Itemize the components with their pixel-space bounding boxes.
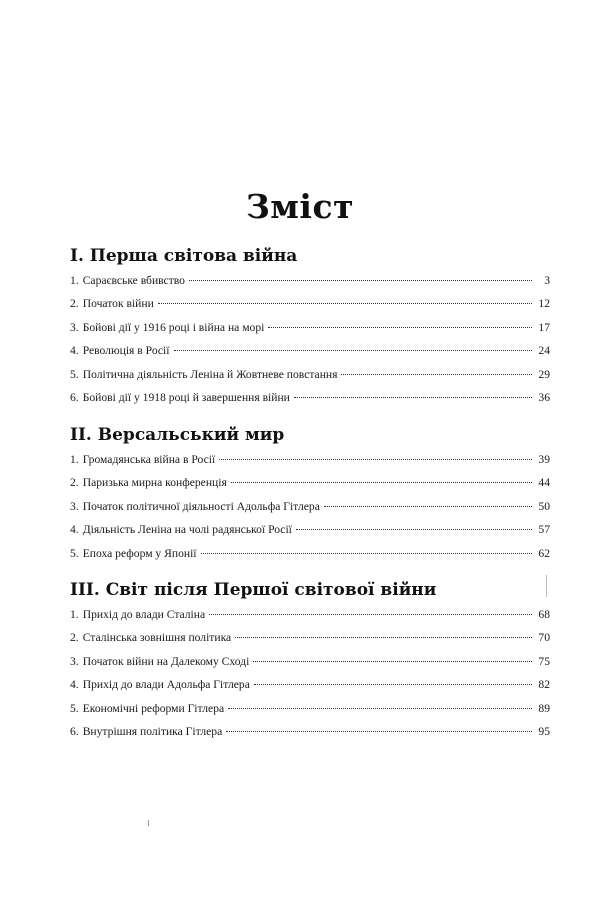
entry-number: 4. [70, 523, 79, 537]
entry-number: 3. [70, 654, 79, 668]
entry-page: 29 [538, 367, 550, 381]
entry-page: 12 [538, 297, 550, 311]
toc-entry[interactable] [70, 697, 550, 720]
toc-entry[interactable] [70, 292, 550, 315]
page-title: Зміст [245, 187, 355, 227]
entry-number: 5. [70, 367, 79, 381]
toc-section-2 [70, 422, 550, 565]
dot-leader [189, 280, 532, 281]
section-heading: I. Перша світова війна [70, 246, 298, 266]
dot-leader [254, 684, 532, 685]
entry-number: 3. [70, 320, 79, 334]
entry-number: 1. [70, 608, 79, 621]
entry-title: Початок війни на Далекому Сході [82, 654, 250, 668]
entry-page: 62 [538, 546, 550, 560]
dot-leader [324, 506, 532, 507]
entry-number: 2. [70, 476, 79, 490]
toc-entry[interactable] [70, 471, 550, 494]
entry-title: Прихід до влади Сталіна [82, 608, 206, 621]
entry-title: Сталінська зовнішня політика [82, 631, 232, 645]
toc-entry[interactable] [70, 339, 550, 362]
entry-page: 75 [538, 654, 550, 668]
toc-entry[interactable] [70, 650, 550, 673]
entry-number: 6. [70, 390, 79, 404]
dot-leader [226, 731, 532, 732]
section-heading: II. Версальський мир [70, 425, 285, 445]
dot-leader [201, 553, 532, 554]
entry-title: Бойові дії у 1918 році й завершення війни [82, 390, 290, 404]
entry-page: 17 [538, 320, 550, 334]
toc-entry[interactable] [70, 269, 550, 292]
toc-entry[interactable] [70, 363, 550, 386]
entry-page: 82 [538, 678, 550, 692]
dot-leader [341, 374, 532, 375]
toc-list [70, 603, 550, 743]
entry-number: 4. [70, 344, 79, 358]
entry-title: Бойові дії у 1916 році і війна на морі [82, 320, 265, 334]
entry-title: Початок війни [82, 297, 154, 311]
entry-number: 1. [70, 453, 79, 466]
toc-entry[interactable] [70, 673, 550, 696]
toc-list [70, 448, 550, 565]
entry-number: 4. [70, 678, 79, 692]
entry-page: 39 [538, 453, 550, 466]
toc-entry[interactable] [70, 448, 550, 471]
entry-title: Революція в Росії [82, 344, 170, 358]
scan-artifact [148, 820, 149, 826]
entry-page: 50 [538, 499, 550, 513]
entry-page: 36 [538, 390, 550, 404]
entry-number: 3. [70, 499, 79, 513]
entry-page: 70 [538, 631, 550, 645]
dot-leader [209, 614, 532, 615]
entry-number: 5. [70, 701, 79, 715]
entry-title: Паризька мирна конференція [82, 476, 227, 490]
entry-title: Прихід до влади Адольфа Гітлера [82, 678, 250, 692]
toc-entry[interactable] [70, 316, 550, 339]
entry-number: 6. [70, 724, 79, 738]
entry-title: Сараєвське вбивство [82, 274, 185, 287]
entry-number: 1. [70, 274, 79, 287]
dot-leader [228, 708, 532, 709]
entry-page: 24 [538, 344, 550, 358]
entry-title: Економічні реформи Гітлера [82, 701, 225, 715]
dot-leader [296, 529, 532, 530]
toc-entry[interactable] [70, 495, 550, 518]
toc-entry[interactable] [70, 720, 550, 743]
dot-leader [235, 637, 532, 638]
toc-entry[interactable] [70, 626, 550, 649]
entry-page: 44 [538, 476, 550, 490]
toc-section-1 [70, 243, 550, 409]
entry-number: 2. [70, 297, 79, 311]
toc-entry[interactable] [70, 518, 550, 541]
dot-leader [253, 661, 532, 662]
entry-page: 89 [538, 701, 550, 715]
toc-entry[interactable] [70, 603, 550, 626]
entry-title: Діяльність Леніна на чолі радянської Росії [82, 523, 292, 537]
entry-title: Політична діяльність Леніна й Жовтневе повстання [82, 367, 338, 381]
entry-page: 95 [538, 724, 550, 738]
entry-number: 5. [70, 546, 79, 560]
entry-title: Початок політичної діяльності Адольфа Гітлера [82, 499, 320, 513]
dot-leader [268, 327, 532, 328]
dot-leader [158, 303, 532, 304]
dot-leader [174, 350, 533, 351]
toc-section-3 [70, 577, 550, 743]
entry-page: 57 [538, 523, 550, 537]
toc-entry[interactable] [70, 542, 550, 565]
entry-number: 2. [70, 631, 79, 645]
entry-title: Внутрішня політика Гітлера [82, 724, 223, 738]
section-heading: III. Світ після Першої світової війни [70, 580, 437, 600]
entry-page: 3 [544, 274, 550, 287]
toc-list [70, 269, 550, 409]
entry-page: 68 [538, 608, 550, 621]
dot-leader [219, 459, 532, 460]
scan-artifact [546, 575, 547, 597]
dot-leader [294, 397, 532, 398]
entry-title: Епоха реформ у Японії [82, 546, 197, 560]
toc-entry[interactable] [70, 386, 550, 409]
entry-title: Громадянська війна в Росії [82, 453, 216, 466]
dot-leader [231, 482, 532, 483]
